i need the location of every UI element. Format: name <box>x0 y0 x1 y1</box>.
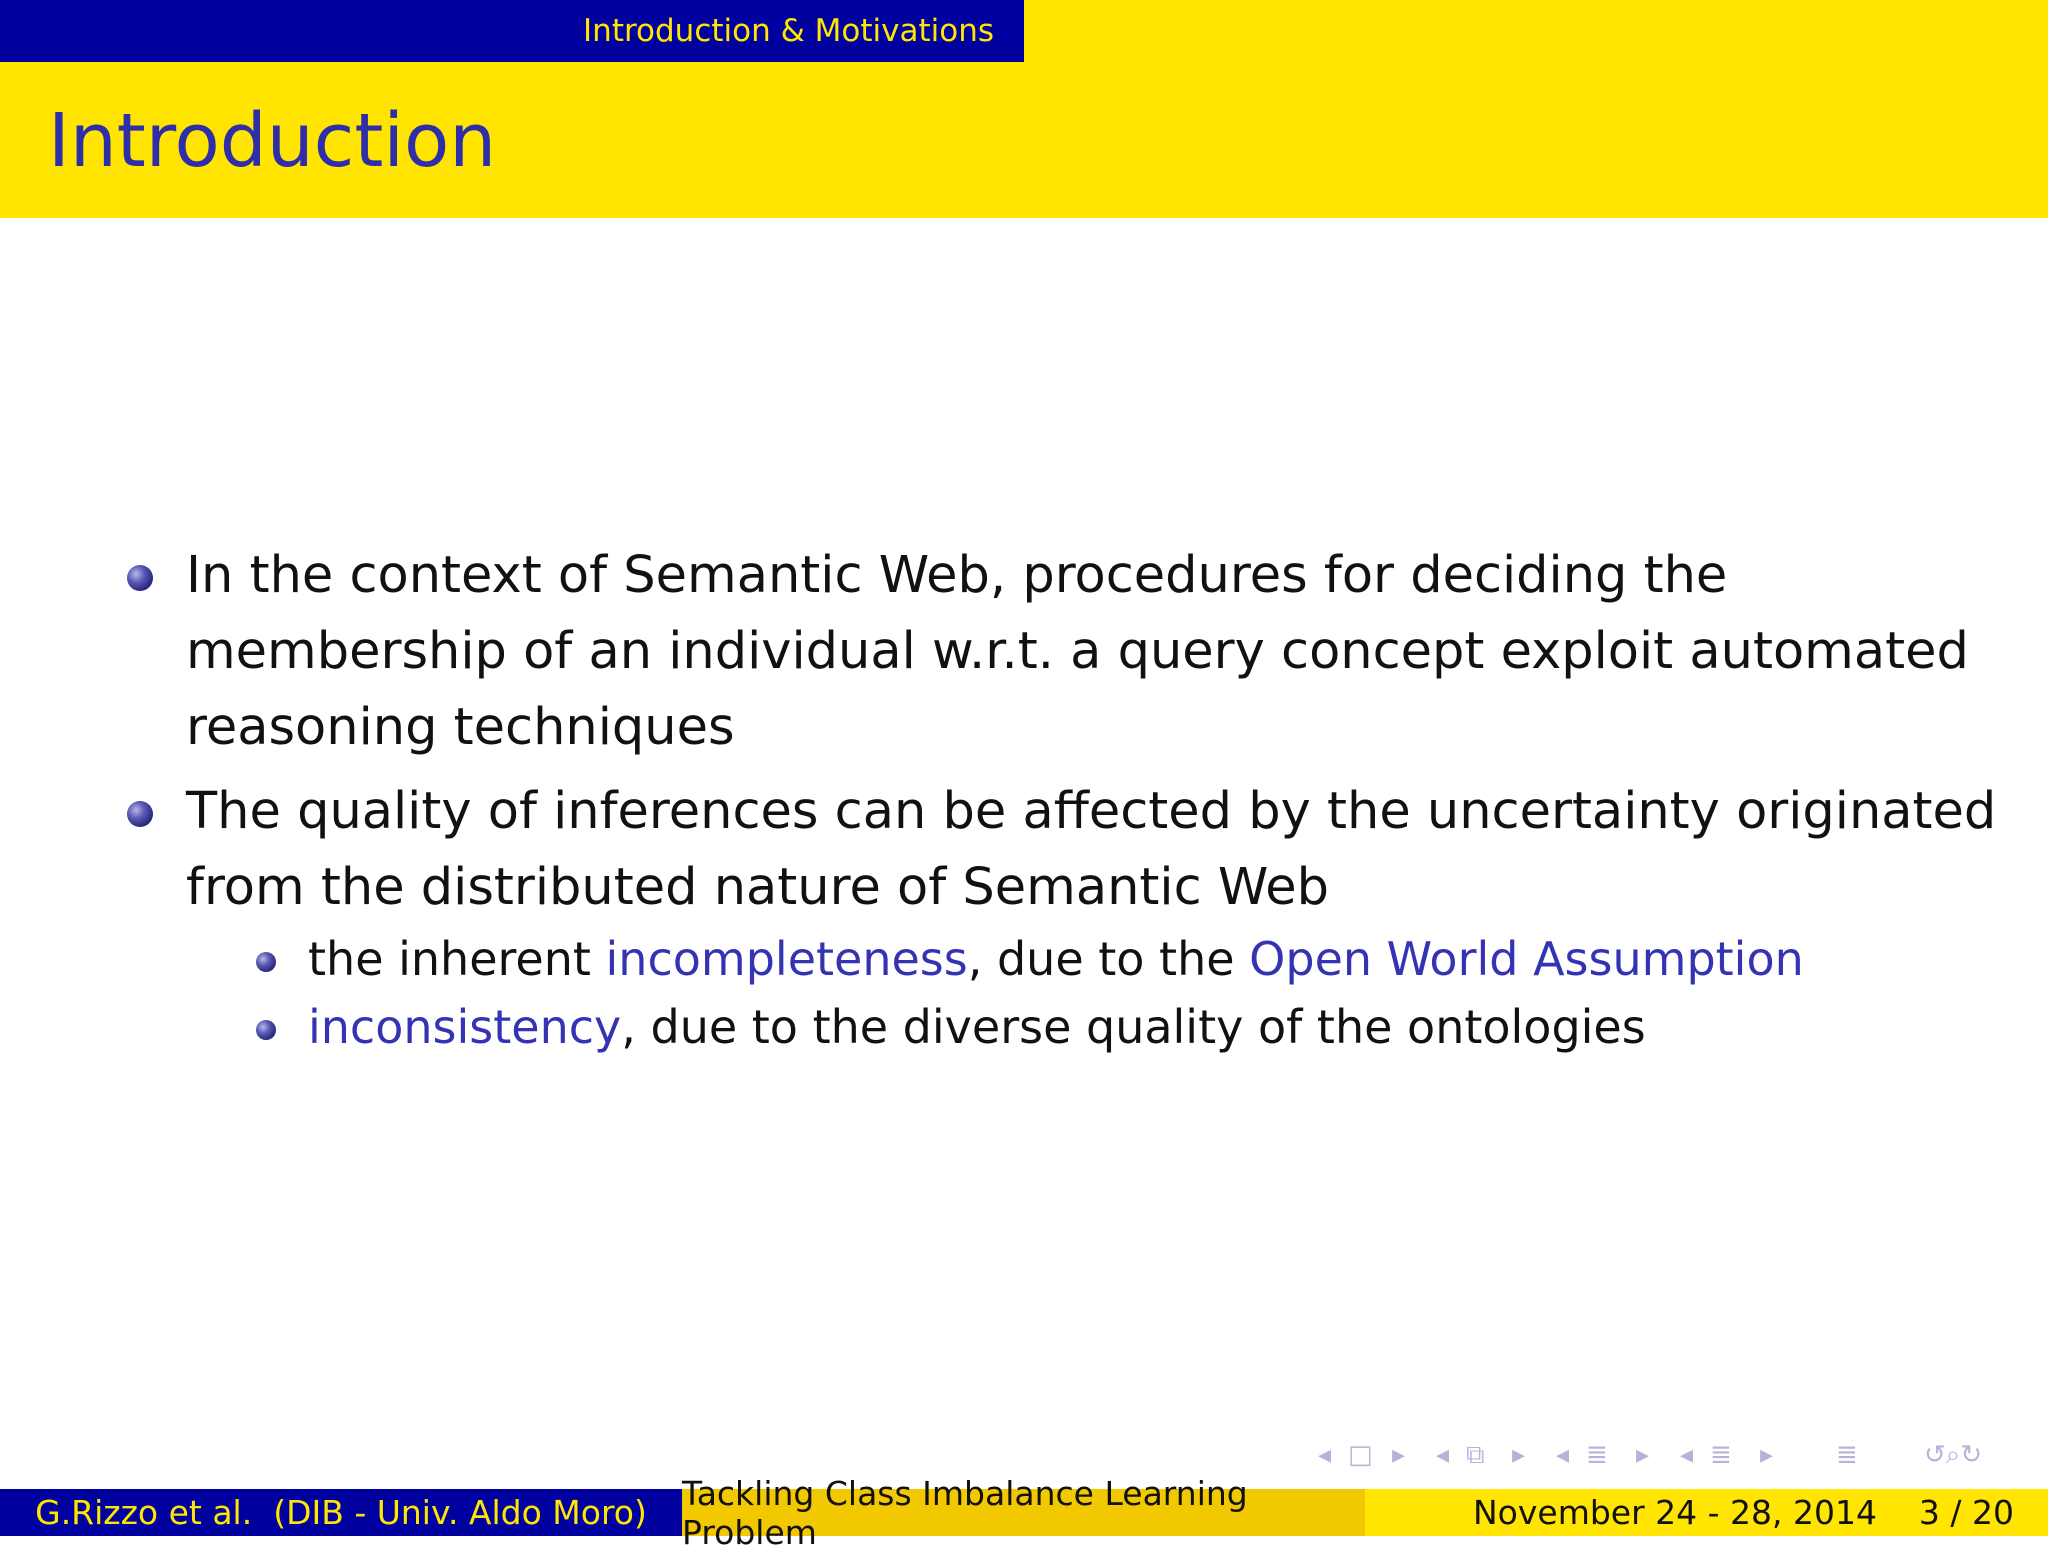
bullet-ball-icon <box>127 565 153 591</box>
sub-bullet-text: the inherent <box>308 932 606 986</box>
footline <box>0 1473 2048 1552</box>
subsection-next-icon[interactable]: ▸ <box>1512 1440 1526 1470</box>
subsection-prev-icon[interactable]: ◂ <box>1436 1440 1450 1470</box>
document-prev-icon[interactable]: ◂ <box>1680 1440 1694 1470</box>
bullet-item-2: The quality of inferences can be affected by the uncertainty originated from the distributed nature of Semantic Web <box>186 782 1997 917</box>
navigation-symbols <box>0 1440 2048 1474</box>
highlight-inconsistency: inconsistency <box>308 1000 622 1054</box>
sub-bullet-ball-icon <box>256 1020 276 1040</box>
frame-title: Introduction <box>48 98 497 184</box>
toc-icon[interactable]: ≣ <box>1836 1440 1858 1470</box>
section-nav-label: Introduction & Motivations <box>583 13 994 49</box>
footer-authors <box>0 1489 682 1536</box>
frame-icon[interactable]: □ <box>1348 1440 1373 1470</box>
frame-next-icon[interactable]: ▸ <box>1392 1440 1406 1470</box>
footer-date-page <box>1365 1489 2048 1536</box>
footer-title-text: Tackling Class Imbalance Learning Problem <box>682 1473 1248 1552</box>
footer-short-title <box>682 1473 1365 1552</box>
bullet-ball-icon <box>127 801 153 827</box>
sub-bullet-item-2 <box>308 993 2008 1061</box>
section-prev-icon[interactable]: ◂ <box>1556 1440 1570 1470</box>
section-next-icon[interactable]: ▸ <box>1636 1440 1650 1470</box>
highlight-incompleteness: incompleteness <box>605 932 968 986</box>
search-zoom-icon[interactable]: ↺⌕↻ <box>1924 1440 1983 1470</box>
frame-prev-icon[interactable]: ◂ <box>1318 1440 1332 1470</box>
section-icon[interactable]: ≣ <box>1586 1440 1608 1470</box>
sub-bullet-ball-icon <box>256 952 276 972</box>
bullet-item-1: In the context of Semantic Web, procedures for deciding the membership of an individual w.r.t. a query concept exploit automated reasoning techniques <box>186 546 1969 757</box>
footer-authors-text: G.Rizzo et al. (DIB - Univ. Aldo Moro) <box>35 1493 647 1532</box>
subsection-icon[interactable]: ⧉ <box>1466 1440 1485 1470</box>
sub-bullet-text: , due to the <box>967 932 1250 986</box>
document-icon[interactable]: ≣ <box>1710 1440 1732 1470</box>
highlight-open-world-assumption: Open World Assumption <box>1249 932 1804 986</box>
document-next-icon[interactable]: ▸ <box>1760 1440 1774 1470</box>
sub-bullet-text: , due to the diverse quality of the ontologies <box>621 1000 1646 1054</box>
sub-bullet-item-1 <box>308 925 2008 993</box>
footer-page-number: 3 / 20 <box>1918 1493 2014 1532</box>
footer-date: November 24 - 28, 2014 <box>1473 1493 1877 1532</box>
